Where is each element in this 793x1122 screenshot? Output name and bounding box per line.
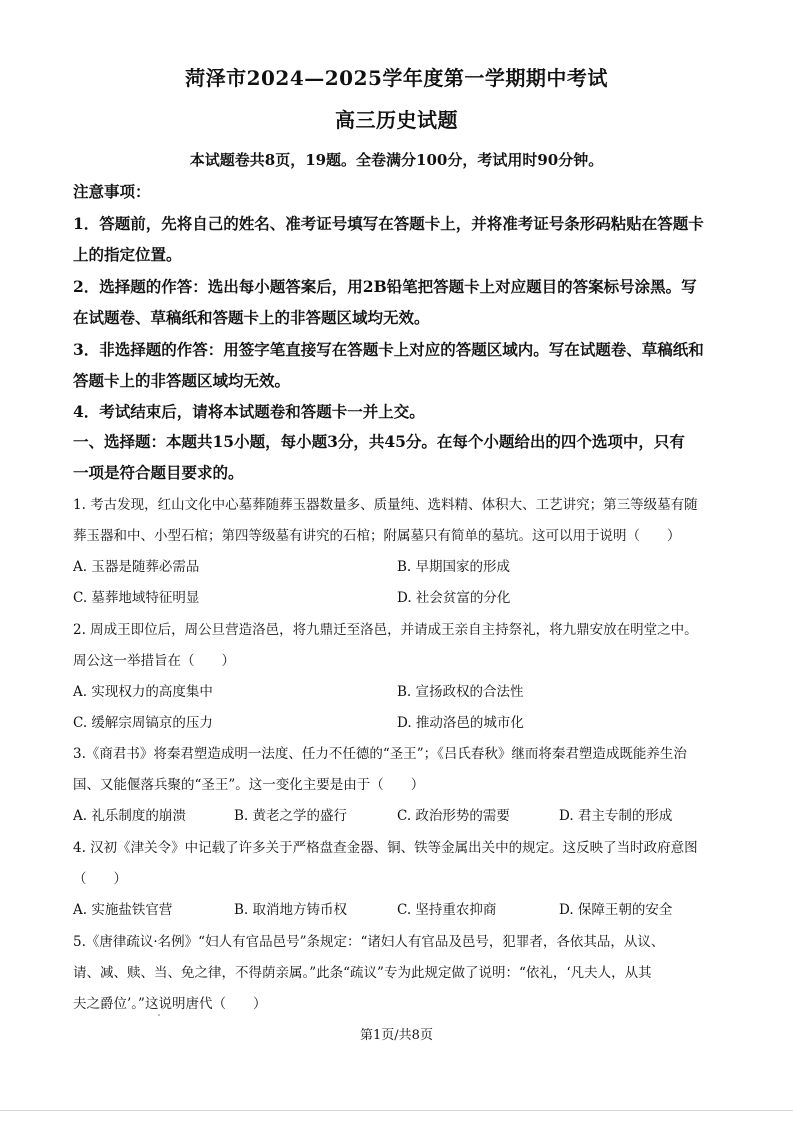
section-heading: 一、选择题：本题共15小题，每小题3分，共45分。在每个小题给出的四个选项中，只有 bbox=[73, 432, 685, 451]
option-b: B. 黄老之学的盛行 bbox=[234, 808, 348, 824]
option-d: D. 社会贫富的分化 bbox=[397, 590, 511, 606]
notice-line: 1．答题前，先将自己的姓名、准考证号填写在答题卡上，并将准考证号条形码粘贴在答题卡 bbox=[73, 214, 704, 233]
question-stem: 3.《商君书》将秦君塑造成明一法度、任力不任德的“圣王”；《吕氏春秋》继而将秦君塑造成既能养生治 bbox=[73, 746, 687, 762]
question-stem: 夫之爵位’。”这说明唐代（ ） bbox=[73, 996, 267, 1012]
exam-subject-title: 高三历史试题 bbox=[335, 108, 458, 132]
exam-title: 菏泽市2024—2025学年度第一学期期中考试 bbox=[185, 66, 608, 90]
question-stem: 1. 考古发现，红山文化中心墓葬随葬玉器数量多、质量纯、选料精、体积大、工艺讲究；第三等级墓有随 bbox=[73, 497, 698, 513]
section-heading: 一项是符合题目要求的。 bbox=[73, 463, 244, 482]
notice-line: 4．考试结束后，请将本试题卷和答题卡一并上交。 bbox=[73, 402, 425, 421]
notice-line: 2．选择题的作答：选出每小题答案后，用2B铅笔把答题卡上对应题目的答案标号涂黑。写 bbox=[73, 277, 697, 296]
option-a: A. 礼乐制度的崩溃 bbox=[73, 808, 186, 824]
question-stem: 4. 汉初《津关令》中记载了许多关于严格盘查金器、铜、铁等金属出关中的规定。这反映了当时政府意图 bbox=[73, 840, 698, 856]
option-a: A. 实施盐铁官营 bbox=[73, 902, 173, 918]
option-b: B. 早期国家的形成 bbox=[397, 559, 511, 575]
notice-line: 3．非选择题的作答：用签字笔直接写在答题卡上对应的答题区域内。写在试题卷、草稿纸和 bbox=[73, 340, 704, 359]
option-a: A. 实现权力的高度集中 bbox=[73, 684, 213, 700]
notice-line: 在试题卷、草稿纸和答题卡上的非答题区域均无效。 bbox=[73, 308, 430, 327]
option-c: C. 缓解宗周镐京的压力 bbox=[73, 715, 213, 731]
notice-line: 答题卡上的非答题区域均无效。 bbox=[73, 371, 291, 390]
question-stem: 周公这一举措旨在（ ） bbox=[73, 653, 235, 669]
question-stem: 2. 周成王即位后，周公旦营造洛邑，将九鼎迁至洛邑，并请成王亲自主持祭礼，将九鼎安放在明堂之中。 bbox=[73, 622, 698, 638]
question-stem: （ ） bbox=[73, 871, 127, 887]
notice-line: 上的指定位置。 bbox=[73, 245, 182, 264]
page-number: 第1页/共8页 bbox=[360, 1028, 433, 1043]
option-d: D. 保障王朝的安全 bbox=[559, 902, 673, 918]
exam-info: 本试题卷共8页，19题。全卷满分100分，考试用时90分钟。 bbox=[189, 151, 604, 169]
notice-heading: 注意事项： bbox=[73, 182, 151, 201]
option-a: A. 玉器是随葬必需品 bbox=[73, 559, 200, 575]
question-stem: 请、减、赎、当、免之律，不得荫亲属。”此条“疏议”专为此规定做了说明：“依礼，‘凡夫人，从其 bbox=[73, 965, 652, 981]
question-stem: 国、又能偃落兵聚的“圣王”。这一变化主要是由于（ ） bbox=[73, 777, 425, 793]
page-bottom-divider bbox=[0, 1110, 793, 1111]
option-c: C. 坚持重农抑商 bbox=[397, 902, 497, 918]
option-c: C. 墓葬地域特征明显 bbox=[73, 590, 200, 606]
option-b: B. 宣扬政权的合法性 bbox=[397, 684, 524, 700]
option-d: D. 君主专制的形成 bbox=[559, 808, 673, 824]
option-b: B. 取消地方铸币权 bbox=[234, 902, 348, 918]
question-stem: 5.《唐律疏议·名例》“妇人有官品邑号”条规定：“诸妇人有官品及邑号，犯罪者，各依其品，从议、 bbox=[73, 934, 665, 950]
question-stem: 葬玉器和中、小型石棺；第四等级墓有讲究的石棺；附属墓只有简单的墓坑。这可以用于说明（ ） bbox=[73, 528, 681, 544]
scan-dot bbox=[158, 1014, 160, 1016]
option-d: D. 推动洛邑的城市化 bbox=[397, 715, 524, 731]
option-c: C. 政治形势的需要 bbox=[397, 808, 510, 824]
